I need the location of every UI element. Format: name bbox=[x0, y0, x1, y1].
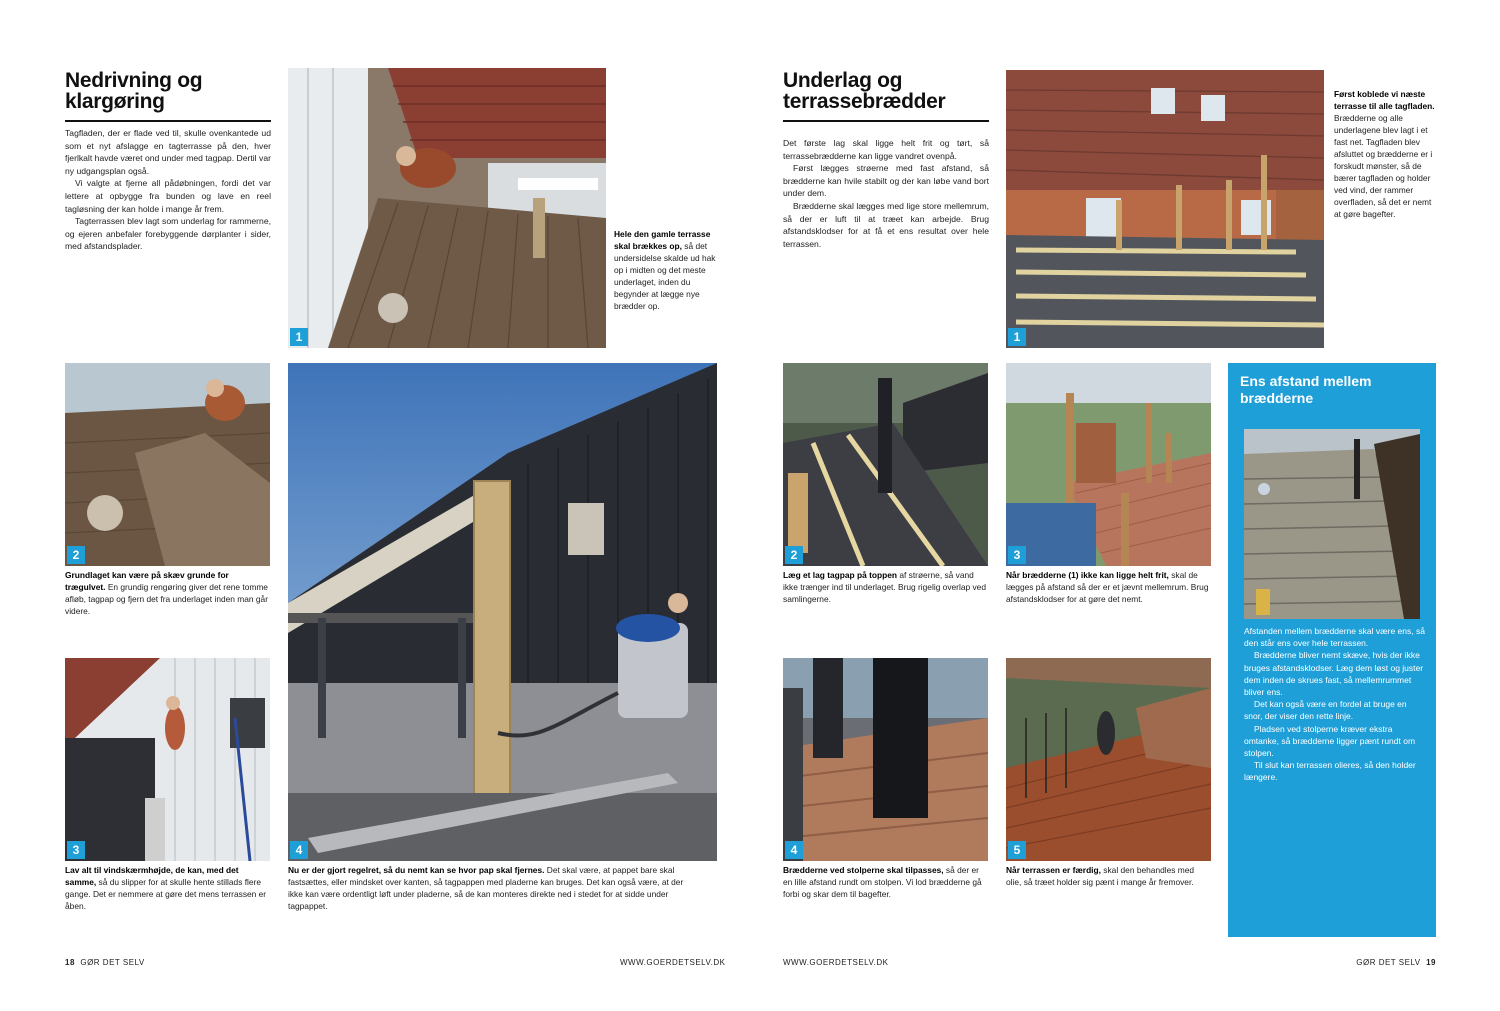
photo-post-vacuum bbox=[288, 363, 717, 861]
photo-number-badge: 5 bbox=[1008, 841, 1026, 859]
caption-text: skal de lægges på afstand så der er et jævnt mellemrum. Brug afstandsklodser for at gøre det nemt. bbox=[1006, 570, 1209, 604]
photo-number-badge: 1 bbox=[290, 328, 308, 346]
right-body-text bbox=[783, 137, 989, 250]
photo-ladder-house bbox=[65, 658, 270, 861]
right-caption-2 bbox=[1006, 569, 1211, 605]
photo-number-badge: 3 bbox=[67, 841, 85, 859]
caption-text: skal den behandles med olie, så træet holder sig pænt i mange år fremover. bbox=[1006, 865, 1195, 887]
caption-lead: Lav alt til vindskærmhøjde, de kan, med det samme, bbox=[65, 865, 239, 887]
tip-box-paragraph: Til slut kan terrassen olieres, så den holder længere. bbox=[1244, 760, 1416, 783]
photo-deck-boards-laying bbox=[1006, 363, 1211, 566]
photo-number-badge: 4 bbox=[785, 841, 803, 859]
right-page-title: Underlag og terrassebrædder bbox=[783, 69, 946, 113]
right-footer bbox=[1230, 958, 1436, 967]
tip-box-paragraph: Det kan også være en fordel at bruge en snor, der viser den rette linje. bbox=[1244, 699, 1407, 722]
tip-box-paragraph: Brædderne bliver nemt skæve, hvis der ikke bruges afstandsklodser. Læg dem løst og juster dem inden de skrues fast, så mellemrummet bliver ens. bbox=[1244, 650, 1424, 698]
photo-deck-joists bbox=[1006, 70, 1324, 348]
left-caption-4 bbox=[288, 864, 688, 912]
left-footer bbox=[65, 958, 285, 967]
right-footer-url: WWW.GOERDETSELV.DK bbox=[783, 958, 889, 967]
tip-box bbox=[1228, 363, 1436, 937]
photo-number-badge: 2 bbox=[67, 546, 85, 564]
right-side-note bbox=[1334, 88, 1436, 220]
caption-lead: Grundlaget kan være på skæv grunde for trægulvet. bbox=[65, 570, 229, 592]
right-body-paragraph: Først lægges strøerne med fast afstand, så brædderne kan hvile stabilt og der kan løbe vand bort under dem. bbox=[783, 163, 989, 199]
caption-lead: Læg et lag tagpap på toppen bbox=[783, 570, 897, 580]
caption-text: så du slipper for at skulle hente stillads flere gange. Det er nemmere at gøre det mens terrassen er åben. bbox=[65, 877, 267, 911]
left-caption-2 bbox=[65, 569, 270, 617]
caption-lead: Nu er der gjort regelret, så du nemt kan se hvor pap skal fjernes. bbox=[288, 865, 545, 875]
left-page-title: Nedrivning og klargøring bbox=[65, 69, 203, 113]
left-footer-url: WWW.GOERDETSELV.DK bbox=[620, 958, 726, 967]
page-number: 19 bbox=[1426, 958, 1436, 967]
footer-brand: GØR DET SELV bbox=[80, 958, 145, 967]
footer-brand: GØR DET SELV bbox=[1356, 958, 1421, 967]
tip-box-body bbox=[1244, 625, 1426, 784]
left-body-paragraph: Vi valgte at fjerne all pådøbningen, fordi det var lettere at opbygge fra bunden og lave en reel tagløsning der kan holde i mange år frem. bbox=[65, 178, 271, 214]
caption-lead: Hele den gamle terrasse skal brækkes op, bbox=[614, 229, 711, 251]
left-body-paragraph: Tagterrassen blev lagt som underlag for rammerne, og ejeren anbefaler forebyggende dørplanter i sider, med afstandsplader. bbox=[65, 216, 271, 252]
caption-text: En grundig rengøring giver det rene tomme afløb, tagpap og fjern det fra underlaget inden man går videre. bbox=[65, 582, 268, 616]
photo-roof-worker bbox=[288, 68, 606, 348]
photo-number-badge: 3 bbox=[1008, 546, 1026, 564]
photo-post-deck-closeup bbox=[783, 658, 988, 861]
photo-number-badge: 2 bbox=[785, 546, 803, 564]
right-title-rule bbox=[783, 120, 989, 122]
left-body-paragraph: Tagfladen, der er flade ved til, skulle ovenkantede ud som et nyt afslagge en tagterrasse på den, hver fjerlkalt havde været ond under med tagpap. Dertil var ny udgangsplan også. bbox=[65, 128, 271, 176]
right-caption-1 bbox=[783, 569, 988, 605]
caption-text: Brædderne og alle underlagene blev lagt i et fast net. Tagfladen blev afsluttet og brædderne er i forskudt mønster, så de bærer tagfladen og holder ved vind, der rammer overfladen, så det er nemt at gøre bagefter. bbox=[1334, 113, 1433, 219]
caption-text: så det undersidelse skalde ud hak op i midten og det meste underlaget, inden du begynder at lægge nye brædder op. bbox=[614, 241, 716, 311]
photo-joists-tarpaper bbox=[783, 363, 988, 566]
caption-text: så der er en lille afstand rundt om stolpen. Vi lod brædderne gå forbi og skar dem til bagefter. bbox=[783, 865, 982, 899]
tip-box-paragraph: Afstanden mellem brædderne skal være ens, så den står ens over hele terrassen. bbox=[1244, 626, 1425, 649]
right-caption-3 bbox=[783, 864, 988, 900]
page-number: 18 bbox=[65, 958, 75, 967]
caption-lead: Først koblede vi næste terrasse til alle tagfladen. bbox=[1334, 89, 1435, 111]
photo-number-badge: 4 bbox=[290, 841, 308, 859]
left-title-rule bbox=[65, 120, 271, 122]
caption-lead: Brædderne ved stolperne skal tilpasses, bbox=[783, 865, 944, 875]
right-body-paragraph: Det første lag skal ligge helt frit og tørt, så terrassebrædderne kan ligge vandret ovenpå. bbox=[783, 138, 989, 161]
tip-box-title: Ens afstand mellem brædderne bbox=[1240, 373, 1372, 406]
caption-lead: Når brædderne (1) ikke kan ligge helt frit, bbox=[1006, 570, 1169, 580]
caption-text: Det skal være, at pappet bare skal fastsættes, eller mindsket over kanten, så tagpappen med pladerne kan bruges. Det kan også være, at der ikke kan være ordentligt løft under pladerne, så de kan monteres direkte ned i stedet for at sidde under tagpappet. bbox=[288, 865, 684, 911]
left-caption-1 bbox=[614, 228, 718, 312]
right-caption-4 bbox=[1006, 864, 1211, 888]
caption-lead: Når terrassen er færdig, bbox=[1006, 865, 1101, 875]
photo-number-badge: 1 bbox=[1008, 328, 1026, 346]
tip-box-photo bbox=[1244, 429, 1420, 619]
left-caption-3 bbox=[65, 864, 270, 912]
photo-finished-deck bbox=[1006, 658, 1211, 861]
right-body-paragraph: Brædderne skal lægges med lige store mellemrum, så der er luft til at træet kan arbejde. Brug afstandsklodser for at få et ens resultat over hele terrassen. bbox=[783, 200, 989, 249]
photo-roof-grinding bbox=[65, 363, 270, 566]
left-body-text bbox=[65, 127, 271, 253]
caption-text: af strøerne, så vand ikke trænger ind til underlaget. Brug rigelig overlap ved samlingerne. bbox=[783, 570, 986, 604]
tip-box-paragraph: Pladsen ved stolperne kræver ekstra omtanke, så brædderne ligger pænt rundt om stolpen. bbox=[1244, 723, 1416, 759]
